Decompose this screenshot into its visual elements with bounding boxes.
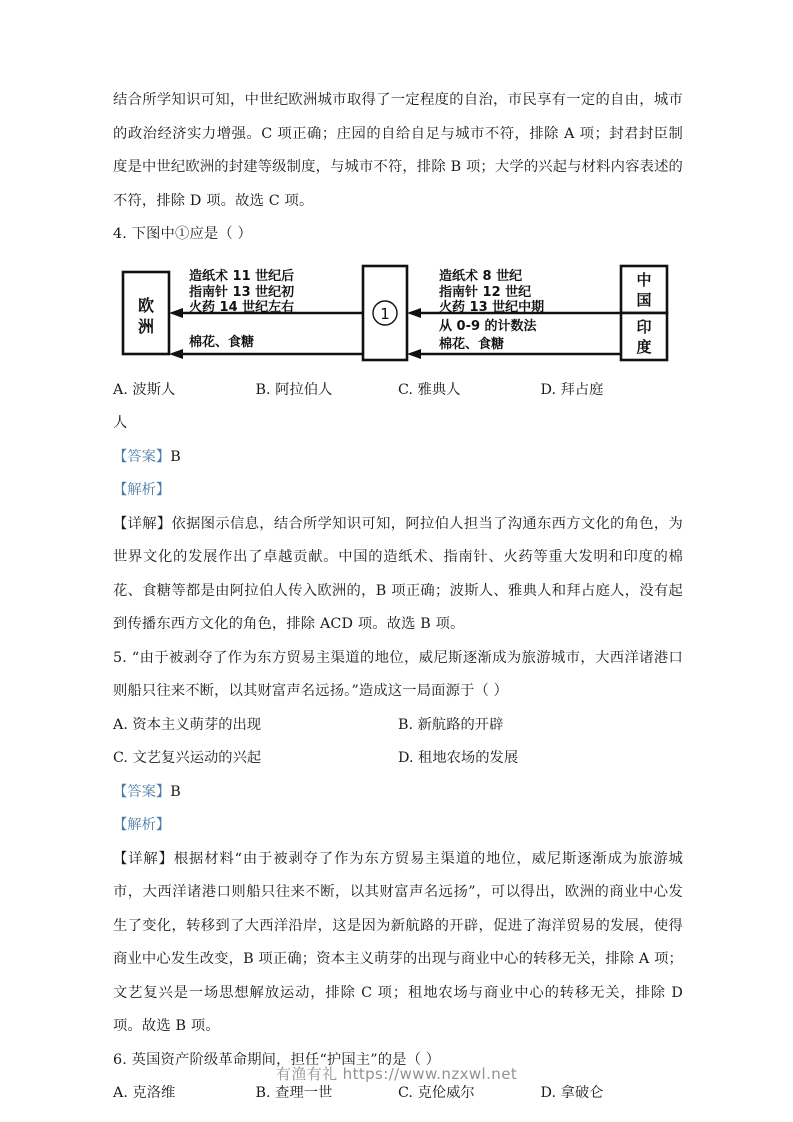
question-4-stem — [113, 218, 683, 252]
question-4-option-d-text: 拜占庭 — [560, 381, 604, 398]
question-6-option-b-letter: B. — [255, 1085, 271, 1101]
diagram-right-lower-label-1: 从 0-9 的计数法 — [439, 318, 537, 334]
question-5-detail — [113, 843, 683, 1044]
question-5-option-b[interactable] — [398, 709, 683, 743]
intro-paragraph: 结合所学知识可知，中世纪欧洲城市取得了一定程度的自治，市民享有一定的自由，城市的政治经济实力增强。C 项正确；庄园的自给自足与城市不符，排除 A 项；封君封臣制度是中世纪欧洲的封建等级制度，与城市不符，排除 B 项；大学的兴起与材料内容表述的不符，排除 D 项。故选 C 项。 — [113, 92, 683, 209]
question-5-option-c-letter: C. — [113, 750, 128, 766]
question-5-option-d[interactable] — [398, 742, 683, 776]
diagram-right-box-top-label-line2: 国 — [636, 290, 652, 309]
analysis-label: 【解析】 — [113, 817, 171, 833]
diagram-left-lower-label-1: 棉花、食糖 — [189, 334, 255, 350]
question-5-analysis-line — [113, 809, 683, 843]
question-6-stem-text: 英国资产阶级革命期间，担任“护国主”的是（ ） — [131, 1051, 441, 1068]
question-5-answer-line — [113, 776, 683, 810]
question-4-option-d-letter: D. — [540, 381, 556, 398]
question-4-option-b[interactable] — [256, 374, 399, 408]
question-5-option-a-letter: A. — [113, 716, 128, 733]
question-4-detail-text: 依据图示信息，结合所学知识可知，阿拉伯人担当了沟通东西方文化的角色，为世界文化的发展作出了卓越贡献。中国的造纸术、指南针、火药等重大发明和印度的棉花、食糖等都是由阿拉伯人传入欧洲的，B 项正确；波斯人、雅典人和拜占庭人，没有起到传播东西方文化的角色，排除 ACD 项。故选 B 项。 — [113, 515, 683, 632]
question-5-detail-text: 根据材料“由于被剥夺了作为东方贸易主渠道的地位，威尼斯逐渐成为旅游城市，大西洋诸港口则船只往来不断，以其财富声名远扬”，可以得出，欧洲的商业中心发生了变化，转移到了大西洋沿岸，这是因为新航路的开辟，促进了海洋贸易的发展，使得商业中心发生改变，B 项正确；资本主义萌芽的出现与商业中心的转移无关，排除 A 项；文艺复兴是一场思想解放运动，排除 C 项；租地农场与商业中心的转移无关，排除 D 项。故选 B 项。 — [113, 850, 684, 1034]
question-4-diagram — [113, 258, 683, 368]
detail-label: 【详解】 — [113, 515, 172, 532]
question-4-option-a-text: 波斯人 — [132, 381, 176, 398]
question-6-number: 6. — [113, 1051, 127, 1068]
diagram-middle-box-label: 1 — [380, 304, 390, 323]
question-4-detail — [113, 508, 683, 642]
question-6-option-a-text: 克洛维 — [132, 1085, 176, 1101]
analysis-label: 【解析】 — [113, 482, 171, 498]
trade-routes-diagram — [113, 258, 683, 368]
question-4-number: 4. — [113, 226, 127, 242]
answer-label: 【答案】 — [113, 448, 171, 465]
diagram-right-lower-label-2: 棉花、食糖 — [439, 336, 505, 352]
question-5-option-d-text: 租地农场的发展 — [418, 750, 519, 766]
diagram-left-box-label-line1: 欧 — [137, 295, 155, 315]
question-5-option-c-text: 文艺复兴运动的兴起 — [132, 750, 262, 766]
arrow-middle-to-left-lower-head — [169, 349, 183, 359]
question-4-options — [113, 374, 683, 408]
question-5-stem-text: “由于被剥夺了作为东方贸易主渠道的地位，威尼斯逐渐成为旅游城市，大西洋诸港口则船只往来不断，以其财富声名远扬。”造成这一局面源于（ ） — [113, 649, 683, 699]
question-6-option-d-letter: D. — [540, 1085, 556, 1101]
question-4-option-c-letter: C. — [398, 381, 413, 398]
question-6-option-b-text: 查理一世 — [275, 1085, 333, 1101]
diagram-right-box-bottom-label-line2: 度 — [636, 337, 652, 356]
question-4-option-d-wrap: 人 — [113, 415, 128, 431]
diagram-right-upper-label-1: 造纸术 8 世纪 — [439, 268, 523, 284]
question-6-option-c-text: 克伦威尔 — [417, 1085, 475, 1101]
question-5-option-c[interactable] — [113, 742, 398, 776]
question-5-options-row-1 — [113, 709, 683, 743]
question-4-stem-text: 下图中①应是（ ） — [131, 226, 252, 242]
diagram-right-upper-label-2: 指南针 12 世纪 — [439, 284, 532, 300]
question-5-stem — [113, 642, 683, 709]
diagram-right-box-bottom-label-line1: 印 — [636, 317, 652, 336]
arrow-middle-to-left-upper-head — [169, 308, 183, 318]
page-watermark: 有渔有礼 https://www.nzxwl.net — [275, 1065, 518, 1083]
question-6-option-c-letter: C. — [398, 1085, 413, 1101]
detail-label: 【详解】 — [113, 850, 174, 867]
diagram-left-upper-label-2: 指南针 13 世纪初 — [189, 284, 295, 300]
document-content — [113, 84, 683, 1111]
question-4-option-d[interactable] — [541, 374, 684, 408]
question-4-answer-line — [113, 441, 683, 475]
question-4-option-a-letter: A. — [113, 381, 128, 398]
question-5-option-b-text: 新航路的开辟 — [417, 716, 504, 733]
question-5-option-a[interactable] — [113, 709, 398, 743]
answer-label: 【答案】 — [113, 783, 171, 800]
question-5-number: 5. — [113, 649, 127, 666]
question-4-option-b-text: 阿拉伯人 — [275, 381, 333, 398]
diagram-left-box-label-line2: 洲 — [137, 316, 155, 336]
diagram-left-upper-label-1: 造纸术 11 世纪后 — [189, 268, 295, 284]
question-6-option-a-letter: A. — [113, 1085, 128, 1101]
question-4-option-a[interactable] — [113, 374, 256, 408]
question-5-options-row-2 — [113, 742, 683, 776]
question-4-answer-value: B — [170, 448, 181, 465]
question-4-analysis-line — [113, 474, 683, 508]
arrow-right-to-middle-upper-head — [407, 308, 421, 318]
diagram-right-upper-label-3: 火药 13 世纪中期 — [439, 299, 545, 315]
question-5-answer-value: B — [170, 783, 181, 800]
question-4-option-c-text: 雅典人 — [417, 381, 461, 398]
question-4-option-b-letter: B. — [255, 381, 271, 398]
question-6-option-d-text: 拿破仑 — [560, 1085, 604, 1101]
diagram-left-upper-label-3: 火药 14 世纪左右 — [189, 299, 295, 315]
question-5-option-b-letter: B. — [398, 716, 414, 733]
question-4-option-c[interactable] — [398, 374, 541, 408]
arrow-right-to-middle-lower-head — [407, 349, 421, 359]
question-5-option-d-letter: D. — [398, 750, 414, 766]
question-5-option-a-text: 资本主义萌芽的出现 — [132, 716, 262, 733]
diagram-right-box-top-label-line1: 中 — [636, 270, 652, 289]
